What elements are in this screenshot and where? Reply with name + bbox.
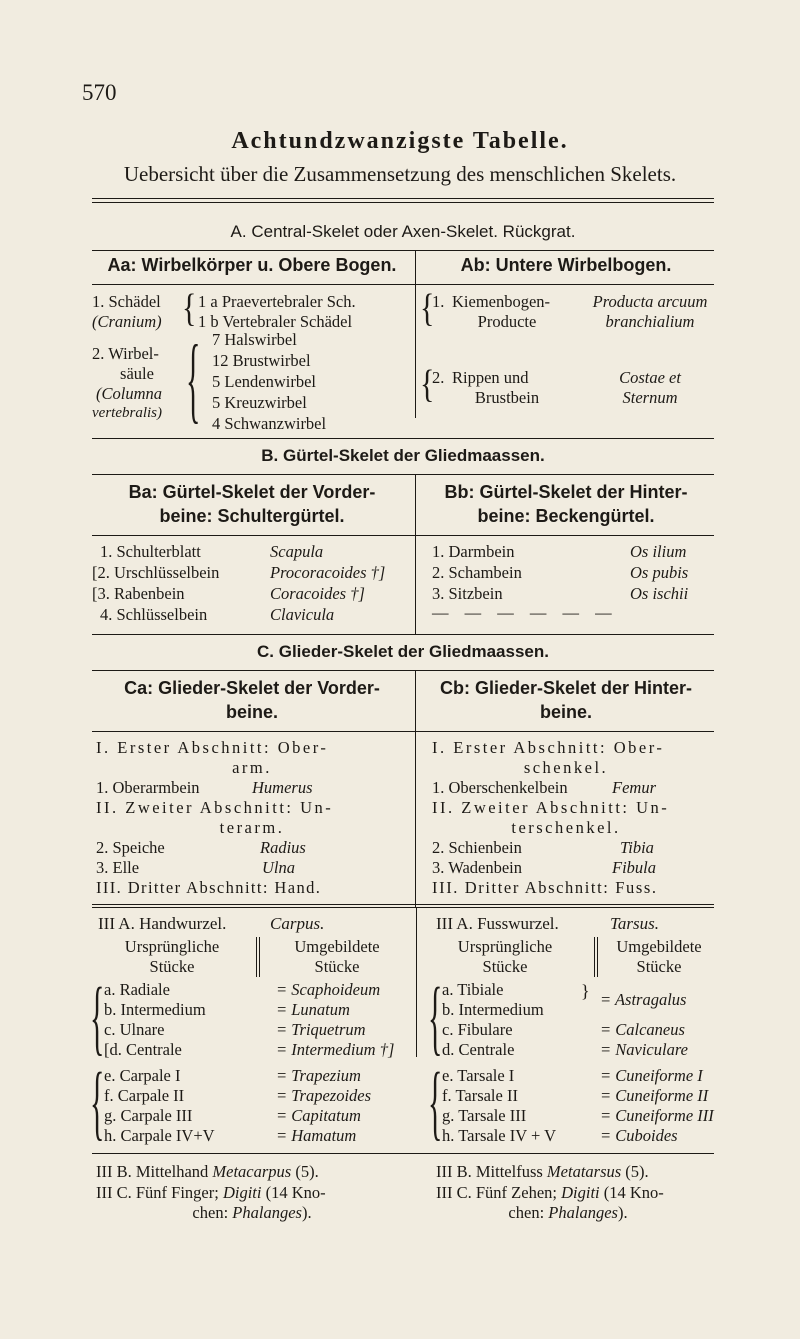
spine-brace: { [186, 327, 201, 434]
cb-first-section: I. Erster Abschnitt: Ober- [432, 738, 665, 757]
metatarsus-num: (5). [625, 1162, 649, 1181]
hand-row-e-la: = Trapezium [276, 1066, 361, 1085]
foot-row-e-la: = Cuneiforme I [600, 1066, 703, 1085]
ba-row-2-de: [2. Urschlüsselbein [92, 563, 220, 582]
skull-part-1b: 1 b Vertebraler Schädel [198, 312, 353, 331]
spine-latin: (Columna [96, 384, 162, 403]
section-c-bottom-rule [92, 904, 714, 905]
fingers-2-latin: Phalanges [232, 1203, 302, 1222]
ba-header-line-1: Ba: Gürtel-Skelet der Vorder- [128, 482, 376, 502]
bb-row-3-la: Os ischii [630, 584, 689, 603]
foot-row-c-la: = Calcaneus [600, 1020, 685, 1039]
hand-col-original: Ursprüngliche [124, 937, 220, 956]
foot-row-h-la: = Cuboides [600, 1126, 678, 1145]
foot-brace-1: { [428, 972, 443, 1065]
section-c-heading: C. Glieder-Skelet der Gliedmaassen. [257, 642, 549, 661]
skull-brace: { [182, 287, 197, 331]
foot-row-d-la: = Naviculare [600, 1040, 688, 1059]
foot-heading: III A. Fusswurzel. [436, 914, 559, 933]
ba-row-4-de: 4. Schlüsselbein [100, 605, 208, 624]
fingers-2-end: ). [301, 1203, 312, 1222]
hand-col-rule-1 [256, 937, 257, 977]
fingers-line-2 [92, 1203, 412, 1223]
cb-header-line-1: Cb: Glieder-Skelet der Hinter- [439, 678, 693, 698]
fingers-line [96, 1183, 326, 1203]
ca-row-3-de: 3. Elle [96, 858, 140, 877]
toes-de: III C. Fünf Zehen; [436, 1183, 557, 1202]
ba-row-3-de: [3. Rabenbein [92, 584, 185, 603]
fingers-num: (14 Kno- [265, 1183, 326, 1202]
bb-header [418, 480, 714, 528]
bb-row-1-la: Os ilium [630, 542, 687, 561]
toes-num: (14 Kno- [603, 1183, 664, 1202]
section-c-header-rule [92, 731, 714, 732]
ca-row-2-de: 2. Speiche [96, 838, 165, 857]
ca-row-2-la: Radius [260, 838, 306, 857]
hand-heading: III A. Handwurzel. [98, 914, 227, 933]
section-b-heading: B. Gürtel-Skelet der Gliedmaassen. [261, 446, 545, 465]
cb-row-2-la: Tibia [620, 838, 654, 857]
hand-row-d-la: = Intermedium †] [276, 1040, 395, 1059]
toes-2-de: chen: [508, 1203, 545, 1222]
foot-row-g-la: = Cuneiforme III [600, 1106, 714, 1125]
ab-item-1-la-2: branchialium [605, 312, 695, 331]
cb-row-1-de: 1. Oberschenkelbein [432, 778, 568, 797]
ab-item-2-num: 2. [432, 368, 445, 387]
ab-item-1-de: Kiemenbogen- [452, 292, 551, 311]
toes-latin: Digiti [561, 1183, 600, 1202]
fingers-2-de: chen: [192, 1203, 229, 1222]
bb-row-2-la: Os pubis [630, 563, 689, 582]
metacarpus-de: III B. Mittelhand [96, 1162, 209, 1181]
spine-label-2: säule [120, 364, 154, 383]
metacarpus-num: (5). [295, 1162, 319, 1181]
ab-item-2-la-2: Sternum [622, 388, 678, 407]
section-c-divider [415, 670, 416, 908]
hand-row-d-de: [d. Centrale [104, 1040, 182, 1059]
toes-line-2 [420, 1203, 716, 1223]
foot-row-a-de: a. Tibiale [442, 980, 504, 999]
foot-row-f-la: = Cuneiforme II [600, 1086, 709, 1105]
toes-2-end: ). [617, 1203, 628, 1222]
ba-row-2-la: Procoracoides †] [270, 563, 386, 582]
foot-col-modified-2: Stücke [636, 957, 682, 976]
metatarsus-latin: Metatarsus [546, 1162, 622, 1181]
ab-item-1-de-2: Producte [477, 312, 537, 331]
ca-header-line-1: Ca: Glieder-Skelet der Vorder- [124, 678, 380, 698]
fingers-latin: Digiti [222, 1183, 262, 1202]
title-rule-top [92, 198, 714, 199]
hand-row-h-de: h. Carpale IV+V [104, 1126, 215, 1145]
ca-row-1-de: 1. Oberarmbein [96, 778, 200, 797]
hand-col-modified: Umgebildete [294, 937, 380, 956]
ca-first-section-2: arm. [232, 758, 272, 777]
bb-header-line-2: beine: Beckengürtel. [477, 506, 655, 526]
section-iii-divider [416, 907, 417, 1057]
section-a-heading: A. Central-Skelet oder Axen-Skelet. Rückgrat. [230, 222, 576, 241]
ab-item-2-de: Rippen und [452, 368, 529, 387]
skull-label: 1. Schädel [92, 292, 161, 311]
cb-third-section: III. Dritter Abschnitt: Fuss. [432, 878, 658, 897]
foot-row-c-de: c. Fibulare [442, 1020, 513, 1039]
hand-row-g-de: g. Carpale III [104, 1106, 193, 1125]
spine-label: 2. Wirbel- [92, 344, 159, 363]
ab-brace-2: { [420, 363, 435, 407]
hand-row-a-de: a. Radiale [104, 980, 170, 999]
skull-latin: (Cranium) [92, 312, 162, 331]
toes-2-latin: Phalanges [548, 1203, 618, 1222]
metacarpus-latin: Metacarpus [212, 1162, 292, 1181]
bb-row-1-de: 1. Darmbein [432, 542, 515, 561]
ba-header-line-2: beine: Schultergürtel. [159, 506, 345, 526]
spine-latin-2: vertebralis) [92, 405, 162, 421]
ca-second-section-2: terarm. [219, 818, 285, 837]
section-b-bottom-rule [92, 634, 714, 635]
ba-row-4-la: Clavicula [270, 605, 335, 624]
cb-second-section-2: terschenkel. [511, 818, 621, 837]
hand-col-rule-2 [259, 937, 260, 977]
hand-row-c-la: = Triquetrum [276, 1020, 366, 1039]
foot-row-d-de: d. Centrale [442, 1040, 515, 1059]
section-c-rule [92, 670, 714, 671]
ba-row-1-de: 1. Schulterblatt [100, 542, 201, 561]
hand-col-modified-2: Stücke [314, 957, 360, 976]
ca-third-section: III. Dritter Abschnitt: Hand. [96, 878, 322, 897]
foot-col-rule-1 [594, 937, 595, 977]
hand-heading-latin: Carpus. [270, 914, 325, 933]
ca-second-section: II. Zweiter Abschnitt: Un- [96, 798, 334, 817]
section-a-bottom-rule [92, 438, 714, 439]
foot-row-h-de: h. Tarsale IV + V [442, 1126, 557, 1145]
section-a-rule [92, 250, 714, 251]
ab-item-2-la: Costae et [619, 368, 681, 387]
aa-header: Aa: Wirbelkörper u. Obere Bogen. [107, 255, 397, 275]
foot-col-modified: Umgebildete [616, 937, 702, 956]
hand-row-h-la: = Hamatum [276, 1126, 357, 1145]
cb-row-2-de: 2. Schienbein [432, 838, 522, 857]
bb-row-3-de: 3. Sitzbein [432, 584, 503, 603]
foot-brace-2: { [428, 1057, 443, 1150]
cb-row-1-la: Femur [612, 778, 656, 797]
section-b-header-rule [92, 535, 714, 536]
spine-part-sacral: 5 Kreuzwirbel [212, 393, 307, 412]
spine-part-thoracic: 12 Brustwirbel [212, 351, 311, 370]
section-b-rule [92, 474, 714, 475]
skull-part-1a: 1 a Praevertebraler Sch. [198, 292, 356, 311]
page-number: 570 [82, 80, 117, 105]
ca-row-1-la: Humerus [252, 778, 313, 797]
ca-first-section: I. Erster Abschnitt: Ober- [96, 738, 329, 757]
section-c-bottom-rule-2 [92, 907, 714, 908]
ca-header-line-2: beine. [225, 702, 278, 722]
table-subtitle: Uebersicht über die Zusammensetzung des menschlichen Skelets. [123, 162, 677, 186]
cb-first-section-2: schenkel. [523, 758, 609, 777]
ab-brace-1: { [420, 287, 435, 331]
foot-col-original: Ursprüngliche [457, 937, 553, 956]
cb-header [418, 676, 714, 724]
spine-part-caudal: 4 Schwanzwirbel [212, 414, 327, 433]
hand-row-b-de: b. Intermedium [104, 1000, 206, 1019]
foot-col-original-2: Stücke [482, 957, 528, 976]
metatarsus-de: III B. Mittelfuss [436, 1162, 543, 1181]
ab-item-2-de-2: Brustbein [474, 388, 540, 407]
ab-item-1-la: Producta arcuum [592, 292, 708, 311]
foot-row-f-de: f. Tarsale II [442, 1086, 518, 1105]
ab-header: Ab: Untere Wirbelbogen. [460, 255, 672, 275]
foot-heading-latin: Tarsus. [610, 914, 659, 933]
foot-tibiale-brace: } [581, 981, 590, 1001]
hand-row-e-de: e. Carpale I [104, 1066, 181, 1085]
foot-row-ab-la: = Astragalus [600, 990, 687, 1009]
hand-brace-2: { [90, 1057, 105, 1150]
fingers-de: III C. Fünf Finger; [96, 1183, 219, 1202]
cb-row-3-la: Fibula [612, 858, 656, 877]
ca-row-3-la: Ulna [262, 858, 295, 877]
toes-line [436, 1183, 664, 1203]
ba-row-3-la: Coracoides †] [270, 584, 365, 603]
hand-brace-1: { [90, 972, 105, 1065]
spine-part-lumbar: 5 Lendenwirbel [212, 372, 317, 391]
cb-second-section: II. Zweiter Abschnitt: Un- [432, 798, 670, 817]
bb-dashes: — — — — — — [432, 603, 618, 622]
hand-row-g-la: = Capitatum [276, 1106, 361, 1125]
cb-header-line-2: beine. [539, 702, 592, 722]
bb-header-line-1: Bb: Gürtel-Skelet der Hinter- [444, 482, 688, 502]
foot-row-e-de: e. Tarsale I [442, 1066, 515, 1085]
section-a-header-rule [92, 284, 714, 285]
hand-row-f-de: f. Carpale II [104, 1086, 185, 1105]
ab-item-1-num: 1. [432, 292, 445, 311]
spine-part-cervical: 7 Halswirbel [212, 330, 297, 349]
foot-col-rule-2 [597, 937, 598, 977]
title-rule-bottom [92, 202, 714, 203]
hand-row-a-la: = Scaphoideum [276, 980, 381, 999]
metacarpus-line [96, 1162, 319, 1182]
table-title: Achtundzwanzigste Tabelle. [231, 128, 569, 154]
hand-col-original-2: Stücke [149, 957, 195, 976]
hand-row-f-la: = Trapezoides [276, 1086, 372, 1105]
section-a-divider [415, 250, 416, 418]
ba-row-1-la: Scapula [270, 542, 324, 561]
cb-row-3-de: 3. Wadenbein [432, 858, 523, 877]
ba-header [92, 480, 412, 528]
section-b-divider [415, 474, 416, 634]
section-iii-rule [92, 1153, 714, 1154]
foot-row-b-de: b. Intermedium [442, 1000, 544, 1019]
hand-row-b-la: = Lunatum [276, 1000, 350, 1019]
metatarsus-line [436, 1162, 649, 1182]
foot-row-g-de: g. Tarsale III [442, 1106, 527, 1125]
hand-row-c-de: c. Ulnare [104, 1020, 165, 1039]
bb-row-2-de: 2. Schambein [432, 563, 522, 582]
ca-header [92, 676, 412, 724]
